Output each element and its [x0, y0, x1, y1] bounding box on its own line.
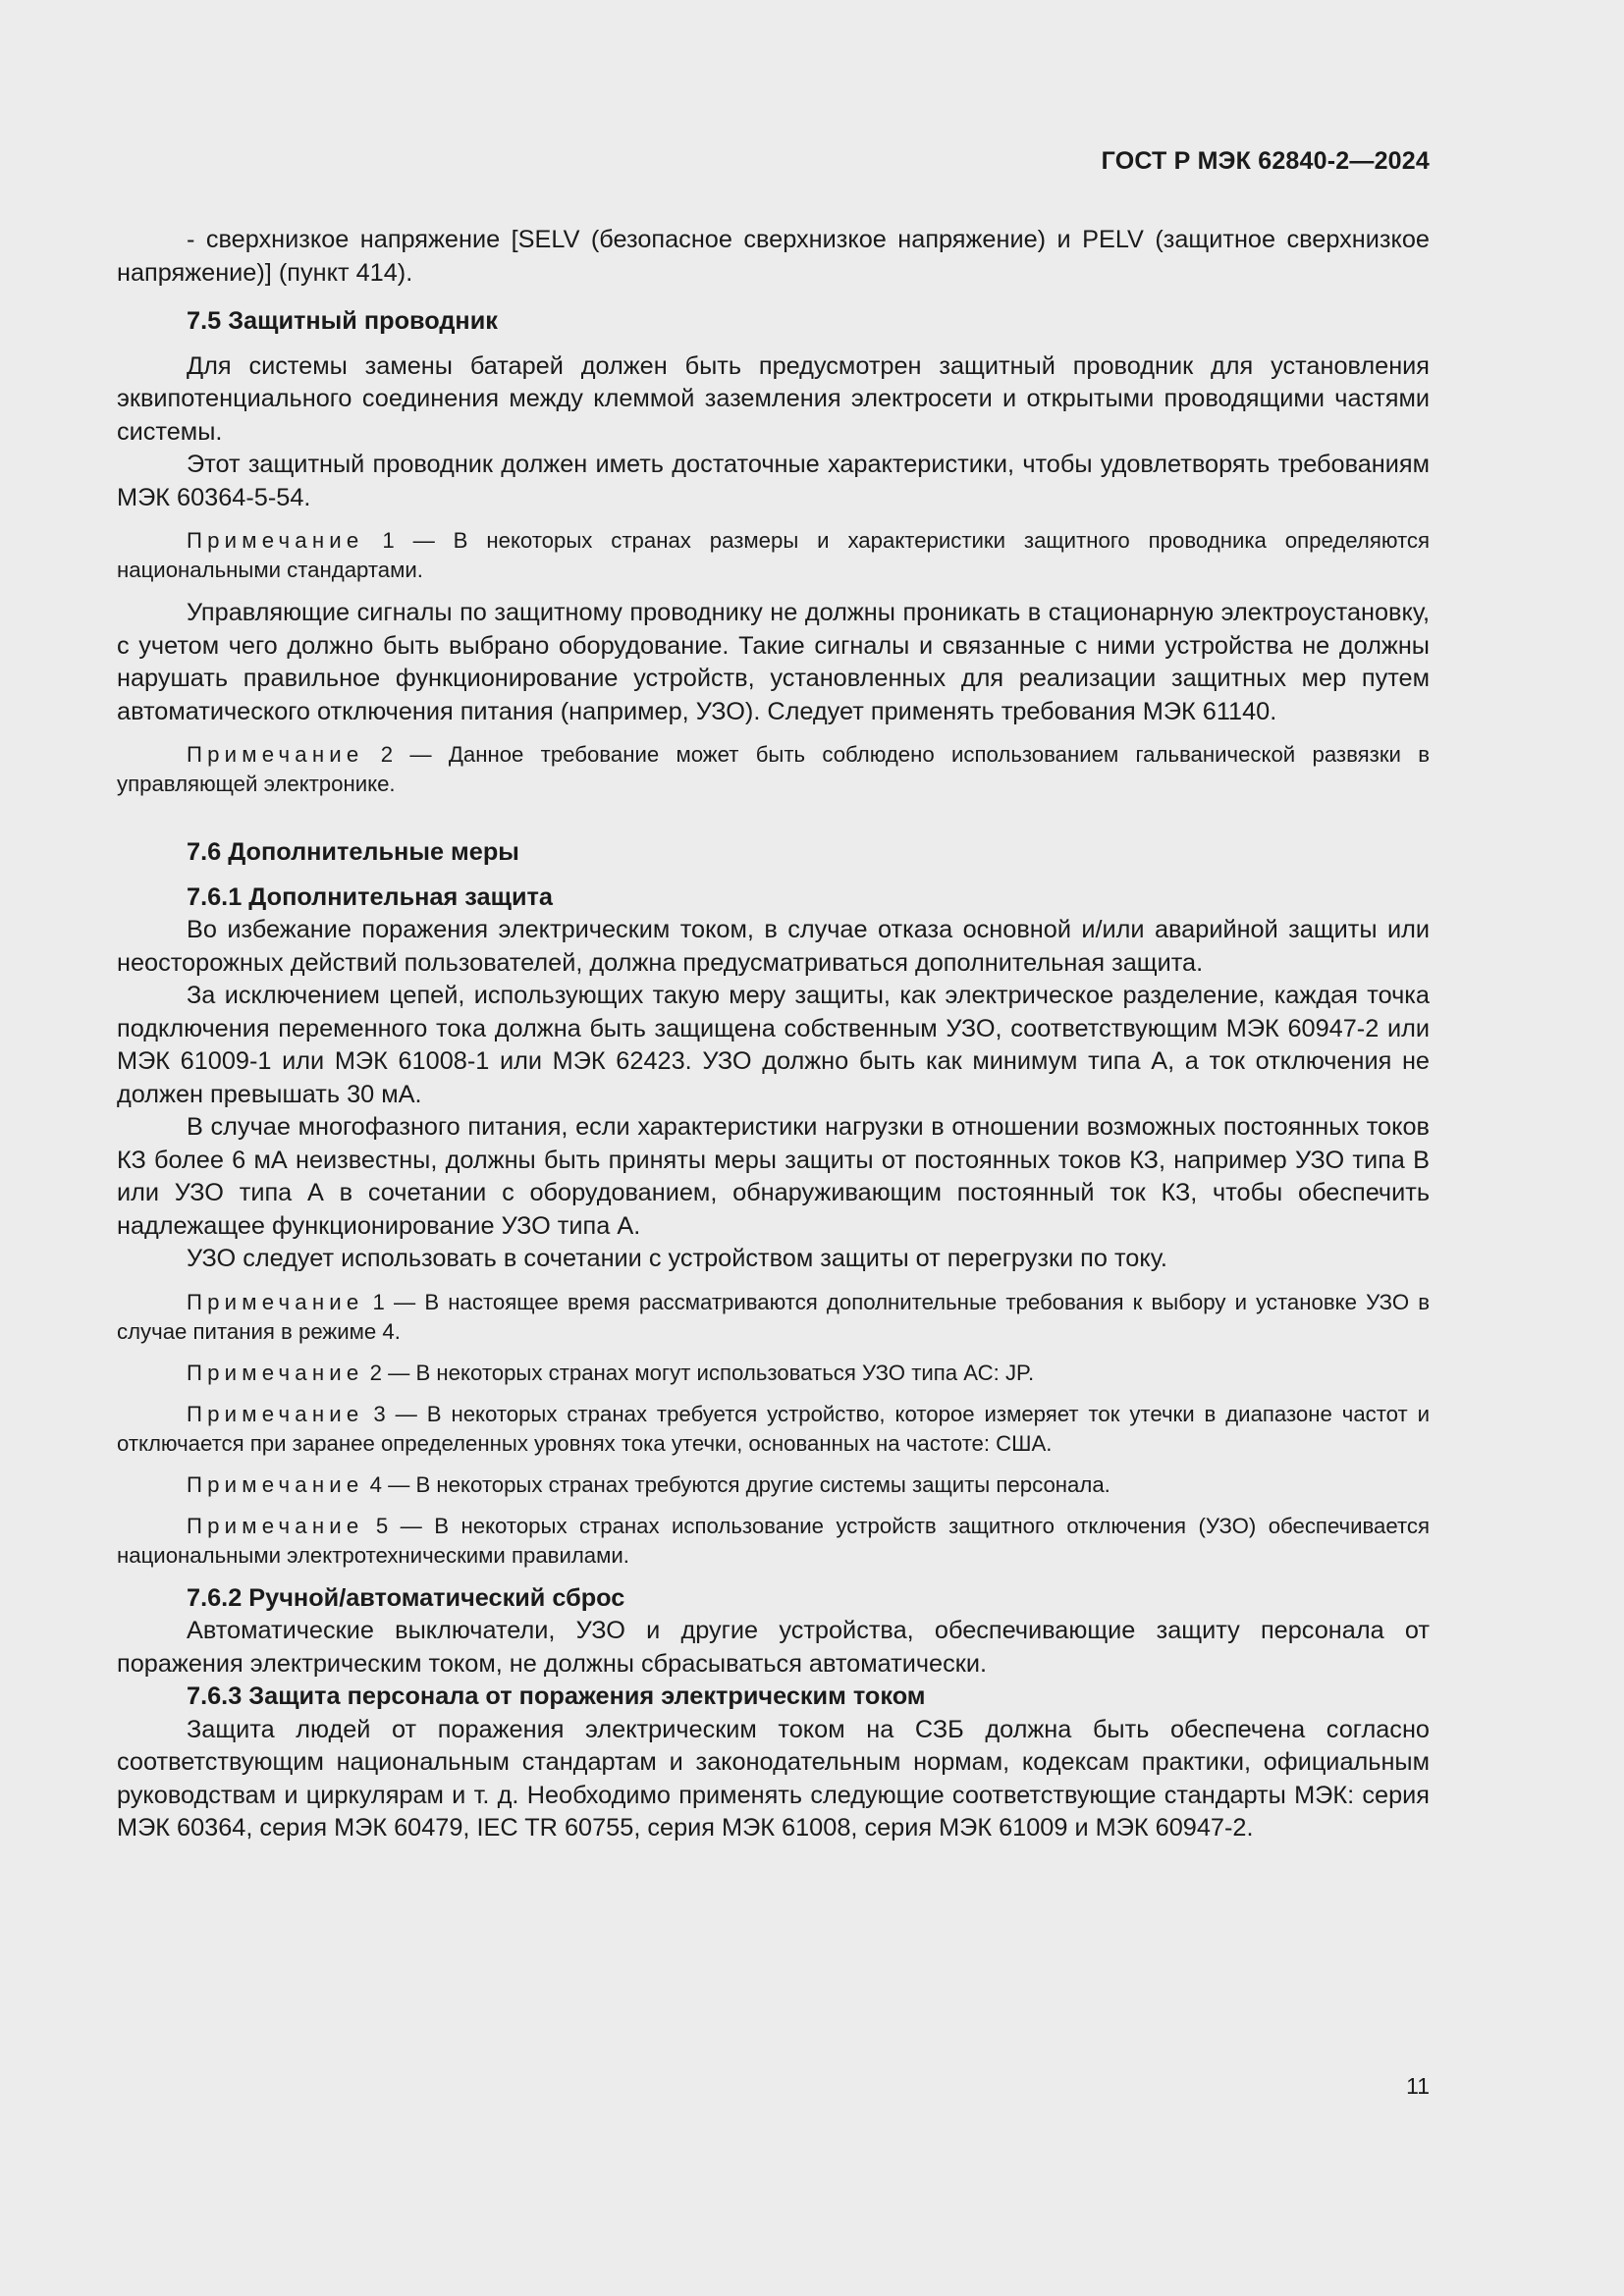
note-7-6-3 [117, 1400, 1430, 1459]
section-heading-7-6-2: 7.6.2 Ручной/автоматический сброс [187, 1583, 625, 1612]
paragraph-7-6-1-1: Во избежание поражения электрическим током, в случае отказа основной и/или аварийной защиты или неосторожных действий пользователей, должна предусматриваться дополнительная защита. [117, 916, 1430, 977]
note-number: 5 — [363, 1513, 422, 1538]
paragraph-7-6-1-2: За исключением цепей, использующих такую меру защиты, как электрическое разделение, каждая точка подключения переменного тока должна быть защищена собственным УЗО, соответствующим МЭК 60947-2 или МЭК 61009-1 или МЭК 61008-1 или МЭК 62423. УЗО должно быть как минимум типа А, а ток отключения не должен превышать 30 мА. [117, 982, 1430, 1108]
note-number: 4 — [363, 1471, 410, 1497]
note-text: В некоторых странах использование устройств защитного отключения (УЗО) обеспечивается национальными электротехническими правилами. [117, 1513, 1430, 1568]
paragraph-7-6-2-1: Автоматические выключатели, УЗО и другие устройства, обеспечивающие защиту персонала от поражения электрическим током, не должны сбрасываться автоматически. [117, 1617, 1430, 1678]
note-7-5-2 [117, 740, 1430, 799]
section-heading-7-6: 7.6 Дополнительные меры [187, 838, 519, 866]
note-number: 1 — [363, 528, 435, 553]
paragraph-7-6-1-3: В случае многофазного питания, если характеристики нагрузки в отношении возможных постоянных токов КЗ более 6 мА неизвестны, должны быть приняты меры защиты от постоянных токов КЗ, например УЗО типа В или УЗО типа А в сочетании с оборудованием, обнаруживающим постоянный ток КЗ, чтобы обеспечить надлежащее функционирование УЗО типа А. [117, 1113, 1430, 1240]
note-label: Примечание [187, 742, 364, 767]
section-heading-7-5: 7.5 Защитный проводник [187, 307, 498, 335]
note-label: Примечание [187, 1360, 364, 1385]
note-label: Примечание [187, 1471, 364, 1497]
section-heading-7-6-1: 7.6.1 Дополнительная защита [187, 882, 553, 911]
note-text: В некоторых странах размеры и характеристики защитного проводника определяются национальными стандартами. [117, 528, 1431, 582]
note-label: Примечание [187, 1513, 364, 1538]
note-number: 3 — [363, 1401, 417, 1426]
document-page [117, 0, 1430, 2296]
note-7-6-4 [117, 1470, 1430, 1500]
note-text: В некоторых странах требуются другие системы защиты персонала. [409, 1471, 1110, 1497]
note-text: В некоторых странах могут использоваться УЗО типа АС: JP. [409, 1360, 1035, 1385]
document-body [117, 224, 1430, 1845]
paragraph-7-5-2: Этот защитный проводник должен иметь достаточные характеристики, чтобы удовлетворять требованиям МЭК 60364-5-54. [117, 451, 1430, 511]
paragraph-7-5-3: Управляющие сигналы по защитному проводнику не должны проникать в стационарную электроустановку, с учетом чего должно быть выбрано оборудование. Такие сигналы и связанные с ними устройства не должны нарушать правильное функционирование устройств, установленных для реализации защитных мер путем автоматического отключения питания (например, УЗО). Следует применять требования МЭК 61140. [117, 599, 1430, 725]
note-7-6-2 [117, 1359, 1430, 1388]
standard-number-header: ГОСТ Р МЭК 62840-2—2024 [1101, 147, 1430, 175]
paragraph-7-5-1: Для системы замены батарей должен быть предусмотрен защитный проводник для установления эквипотенциального соединения между клеммой заземления электросети и открытыми проводящими частями системы. [117, 351, 1430, 446]
note-label: Примечание [187, 528, 364, 553]
paragraph-7-6-1-4: УЗО следует использовать в сочетании с устройством защиты от перегрузки по току. [187, 1245, 1167, 1272]
note-number: 1 — [363, 1289, 416, 1314]
note-7-6-1 [117, 1288, 1430, 1347]
note-label: Примечание [187, 1289, 364, 1314]
paragraph-selv-item: - сверхнизкое напряжение [SELV (безопасное сверхнизкое напряжение) и PELV (защитное сверхнизкое напряжение)] (пункт 414). [117, 226, 1430, 287]
note-7-6-5 [117, 1512, 1430, 1571]
note-number: 2 — [363, 742, 432, 767]
page-number: 11 [1406, 2073, 1430, 2099]
note-text: В настоящее время рассматриваются дополнительные требования к выбору и установке УЗО в случае питания в режиме 4. [117, 1289, 1430, 1344]
note-text: Данное требование может быть соблюдено использованием гальванической развязки в управляющей электронике. [117, 742, 1430, 796]
note-text: В некоторых странах требуется устройство, которое измеряет ток утечки в диапазоне частот и отключается при заранее определенных уровнях тока утечки, основанных на частоте: США. [117, 1401, 1431, 1456]
note-label: Примечание [187, 1401, 364, 1426]
section-heading-7-6-3: 7.6.3 Защита персонала от поражения электрическим током [187, 1682, 926, 1710]
paragraph-7-6-3-1: Защита людей от поражения электрическим током на СЗБ должна быть обеспечена согласно соответствующим национальным стандартам и законодательным нормам, кодексам практики, официальным руководствам и циркулярам и т. д. Необходимо применять следующие соответствующие стандарты МЭК: серия МЭК 60364, серия МЭК 60479, IEC TR 60755, серия МЭК 61008, серия МЭК 61009 и МЭК 60947-2. [117, 1715, 1430, 1842]
note-number: 2 — [363, 1360, 410, 1385]
note-7-5-1 [117, 526, 1430, 585]
